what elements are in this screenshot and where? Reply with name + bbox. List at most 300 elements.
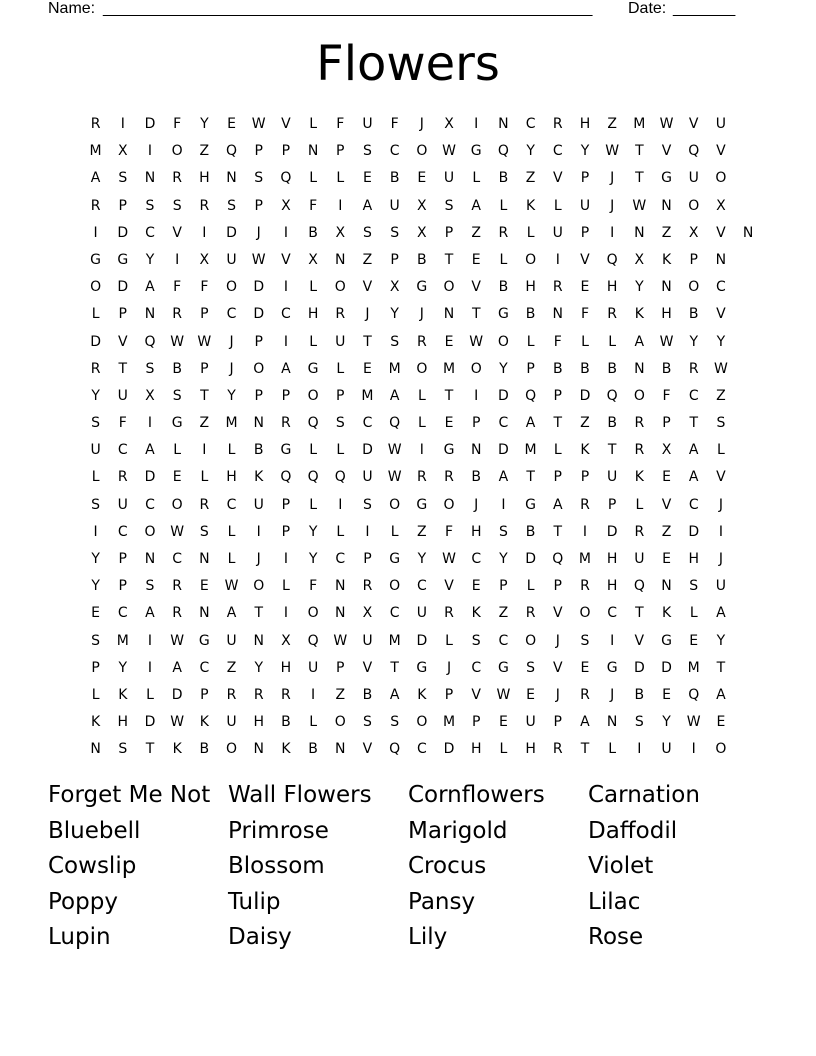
grid-row bbox=[82, 628, 762, 655]
grid-letter: G bbox=[198, 632, 210, 649]
grid-letter: L bbox=[499, 741, 508, 758]
grid-letter: R bbox=[172, 605, 183, 622]
grid-letter: L bbox=[336, 360, 345, 377]
grid-letter: W bbox=[659, 116, 674, 132]
word-bank-item: Lilac bbox=[588, 888, 641, 915]
grid-letter: U bbox=[443, 170, 455, 187]
grid-letter: S bbox=[689, 578, 699, 595]
grid-letter: N bbox=[226, 170, 237, 187]
grid-letter: E bbox=[662, 551, 671, 567]
grid-letter: L bbox=[282, 578, 290, 595]
grid-letter: I bbox=[610, 224, 615, 241]
grid-letter: I bbox=[474, 116, 479, 132]
grid-letter: O bbox=[90, 279, 102, 296]
grid-letter: O bbox=[525, 251, 537, 268]
grid-letter: N bbox=[470, 442, 482, 459]
grid-letter: M bbox=[89, 143, 102, 160]
grid-letter: O bbox=[497, 333, 509, 350]
grid-letter: K bbox=[661, 251, 672, 268]
grid-letter: T bbox=[635, 143, 644, 160]
grid-letter: B bbox=[308, 224, 318, 241]
grid-letter: L bbox=[336, 442, 345, 459]
grid-letter: O bbox=[715, 741, 727, 758]
grid-letter: U bbox=[715, 578, 727, 595]
grid-letter: A bbox=[389, 686, 400, 703]
grid-letter: S bbox=[716, 415, 726, 432]
grid-letter: U bbox=[389, 197, 400, 214]
grid-letter: W bbox=[170, 632, 185, 649]
grid-letter: W bbox=[496, 686, 511, 703]
grid-letter: Z bbox=[199, 143, 210, 160]
grid-letter: F bbox=[118, 415, 127, 432]
grid-letter: P bbox=[281, 387, 291, 404]
grid-letter: V bbox=[580, 251, 590, 268]
grid-letter: B bbox=[281, 714, 291, 731]
grid-letter: F bbox=[553, 333, 562, 350]
grid-letter: M bbox=[442, 360, 456, 377]
grid-letter: E bbox=[417, 170, 427, 187]
grid-letter: Y bbox=[308, 551, 318, 567]
grid-letter: X bbox=[661, 442, 672, 459]
grid-letter: J bbox=[229, 360, 234, 377]
grid-letter: X bbox=[308, 251, 318, 268]
grid-letter: P bbox=[444, 224, 454, 241]
grid-letter: L bbox=[445, 632, 453, 649]
grid-letter: D bbox=[416, 632, 428, 649]
grid-letter: L bbox=[608, 333, 617, 350]
word-bank-item: Lupin bbox=[48, 924, 111, 951]
grid-letter: I bbox=[718, 523, 723, 540]
grid-letter: P bbox=[254, 333, 263, 350]
grid-letter: P bbox=[526, 360, 535, 377]
grid-letter: I bbox=[147, 659, 153, 676]
grid-letter: P bbox=[662, 415, 671, 432]
grid-letter: E bbox=[471, 251, 481, 268]
grid-letter: Z bbox=[362, 251, 373, 268]
grid-letter: E bbox=[444, 333, 454, 350]
grid-letter: Y bbox=[499, 551, 508, 567]
grid-letter: O bbox=[715, 170, 727, 187]
grid-letter: N bbox=[144, 170, 156, 187]
grid-letter: R bbox=[281, 686, 291, 703]
grid-letter: I bbox=[311, 686, 316, 703]
grid-letter: H bbox=[280, 659, 292, 676]
grid-row bbox=[82, 573, 762, 600]
grid-letter: X bbox=[199, 251, 210, 268]
grid-letter: L bbox=[417, 387, 426, 404]
grid-letter: R bbox=[580, 496, 590, 513]
grid-row bbox=[82, 546, 762, 573]
grid-letter: N bbox=[307, 143, 319, 160]
grid-letter: S bbox=[118, 741, 128, 758]
grid-letter: S bbox=[145, 578, 155, 595]
grid-letter: P bbox=[118, 306, 127, 323]
grid-letter: Q bbox=[633, 578, 645, 595]
grid-letter: M bbox=[361, 387, 374, 404]
grid-letter: E bbox=[662, 686, 671, 703]
grid-letter: L bbox=[689, 605, 698, 622]
grid-letter: Y bbox=[145, 251, 155, 268]
grid-letter: T bbox=[444, 387, 454, 404]
grid-letter: L bbox=[553, 197, 562, 214]
grid-letter: N bbox=[634, 360, 645, 377]
grid-letter: I bbox=[555, 251, 560, 268]
grid-letter: Q bbox=[606, 387, 618, 404]
grid-letter: S bbox=[199, 523, 209, 540]
grid-letter: D bbox=[443, 741, 455, 758]
grid-letter: Q bbox=[226, 143, 238, 160]
word-bank-item: Pansy bbox=[408, 888, 476, 915]
word-bank-item: Primrose bbox=[228, 817, 329, 844]
grid-letter: O bbox=[416, 714, 428, 731]
grid-letter: V bbox=[688, 116, 699, 132]
grid-letter: T bbox=[471, 306, 481, 323]
grid-letter: V bbox=[716, 143, 726, 160]
grid-letter: Z bbox=[471, 224, 482, 241]
grid-letter: P bbox=[444, 686, 454, 703]
grid-letter: B bbox=[580, 360, 590, 377]
grid-letter: L bbox=[227, 442, 236, 459]
grid-letter: A bbox=[362, 197, 373, 214]
grid-row bbox=[82, 329, 762, 356]
grid-letter: U bbox=[117, 387, 128, 404]
grid-letter: F bbox=[580, 306, 589, 323]
grid-letter: A bbox=[145, 605, 155, 622]
grid-letter: O bbox=[253, 578, 265, 595]
grid-letter: S bbox=[118, 170, 128, 187]
grid-letter: I bbox=[147, 143, 153, 160]
grid-letter: V bbox=[117, 333, 128, 350]
word-bank-item: Marigold bbox=[408, 817, 508, 844]
grid-letter: L bbox=[336, 523, 345, 540]
grid-letter: A bbox=[389, 387, 400, 404]
grid-letter: S bbox=[91, 632, 101, 649]
grid-letter: W bbox=[251, 116, 266, 132]
grid-letter: U bbox=[661, 741, 672, 758]
grid-letter: L bbox=[472, 170, 481, 187]
grid-letter: A bbox=[145, 442, 155, 459]
grid-letter: D bbox=[579, 387, 591, 404]
grid-letter: T bbox=[118, 360, 128, 377]
grid-letter: B bbox=[661, 360, 672, 377]
grid-letter: F bbox=[173, 116, 182, 132]
grid-letter: S bbox=[363, 714, 372, 731]
grid-letter: N bbox=[335, 578, 346, 595]
word-bank-item: Carnation bbox=[588, 782, 700, 808]
grid-letter: K bbox=[634, 306, 644, 323]
grid-letter: M bbox=[116, 632, 129, 649]
grid-letter: J bbox=[256, 224, 261, 241]
grid-letter: R bbox=[281, 415, 291, 432]
grid-letter: R bbox=[607, 306, 618, 323]
grid-letter: U bbox=[634, 551, 645, 567]
grid-letter: W bbox=[170, 333, 185, 350]
grid-letter: O bbox=[389, 496, 401, 513]
grid-letter: N bbox=[552, 306, 564, 323]
grid-letter: W bbox=[387, 469, 402, 486]
grid-row bbox=[82, 111, 762, 138]
grid-letter: E bbox=[91, 605, 101, 622]
grid-row bbox=[82, 301, 762, 328]
grid-letter: D bbox=[117, 279, 129, 296]
grid-letter: P bbox=[390, 251, 399, 268]
grid-letter: Q bbox=[307, 632, 319, 649]
grid-letter: O bbox=[633, 387, 645, 404]
grid-letter: R bbox=[362, 578, 373, 595]
grid-letter: O bbox=[144, 523, 156, 540]
grid-letter: G bbox=[416, 496, 428, 513]
grid-letter: R bbox=[552, 279, 563, 296]
grid-letter: O bbox=[688, 197, 700, 214]
grid-letter: H bbox=[661, 306, 672, 323]
grid-letter: C bbox=[117, 523, 128, 540]
grid-letter: E bbox=[363, 360, 372, 377]
grid-letter: R bbox=[90, 197, 101, 214]
grid-letter: J bbox=[718, 496, 723, 513]
grid-letter: D bbox=[498, 387, 509, 404]
grid-letter: O bbox=[171, 496, 183, 513]
grid-letter: U bbox=[607, 469, 618, 486]
grid-letter: L bbox=[635, 496, 644, 513]
grid-letter: R bbox=[580, 686, 590, 703]
grid-letter: C bbox=[688, 387, 699, 404]
grid-letter: D bbox=[144, 714, 156, 731]
grid-letter: D bbox=[498, 442, 509, 459]
grid-letter: G bbox=[416, 279, 428, 296]
grid-letter: G bbox=[171, 415, 183, 432]
grid-letter: F bbox=[390, 116, 399, 132]
grid-letter: C bbox=[607, 605, 618, 622]
grid-letter: V bbox=[362, 659, 373, 676]
grid-letter: Z bbox=[417, 523, 427, 540]
grid-letter: A bbox=[688, 442, 699, 459]
grid-letter: Q bbox=[280, 469, 292, 486]
grid-letter: W bbox=[713, 360, 728, 377]
grid-letter: Z bbox=[661, 523, 672, 540]
grid-letter: U bbox=[117, 496, 128, 513]
grid-row bbox=[82, 220, 762, 247]
grid-row bbox=[82, 410, 762, 437]
grid-letter: C bbox=[416, 741, 427, 758]
grid-letter: R bbox=[253, 686, 264, 703]
grid-letter: C bbox=[525, 116, 536, 132]
grid-letter: D bbox=[525, 551, 536, 567]
grid-letter: Q bbox=[307, 415, 319, 432]
grid-letter: A bbox=[226, 605, 237, 622]
grid-letter: X bbox=[117, 143, 128, 160]
grid-letter: C bbox=[281, 306, 291, 323]
grid-letter: L bbox=[91, 469, 100, 486]
grid-letter: I bbox=[202, 224, 207, 241]
grid-letter: P bbox=[281, 496, 291, 513]
grid-letter: A bbox=[580, 714, 590, 731]
grid-letter: H bbox=[606, 279, 618, 296]
grid-letter: L bbox=[581, 333, 589, 350]
word-bank-item: Bluebell bbox=[48, 817, 141, 844]
grid-letter: D bbox=[117, 224, 129, 241]
grid-letter: U bbox=[226, 251, 237, 268]
grid-letter: E bbox=[580, 279, 590, 296]
grid-letter: H bbox=[253, 714, 264, 731]
grid-letter: T bbox=[635, 170, 644, 187]
grid-letter: O bbox=[226, 279, 238, 296]
grid-letter: N bbox=[498, 116, 509, 132]
grid-letter: I bbox=[419, 442, 424, 459]
grid-letter: C bbox=[145, 224, 155, 241]
grid-letter: L bbox=[91, 306, 100, 323]
grid-letter: N bbox=[144, 551, 156, 567]
grid-letter: B bbox=[308, 741, 318, 758]
grid-letter: O bbox=[334, 714, 346, 731]
grid-letter: X bbox=[716, 197, 726, 214]
grid-letter: Z bbox=[580, 415, 590, 432]
grid-letter: P bbox=[553, 578, 562, 595]
grid-letter: E bbox=[716, 714, 726, 731]
word-bank-item: Crocus bbox=[408, 853, 487, 880]
grid-letter: X bbox=[417, 224, 427, 241]
grid-letter: I bbox=[283, 224, 288, 241]
grid-letter: U bbox=[579, 197, 591, 214]
grid-letter: N bbox=[742, 224, 754, 241]
grid-letter: Z bbox=[226, 659, 237, 676]
grid-letter: A bbox=[525, 415, 536, 432]
grid-letter: Q bbox=[307, 469, 319, 486]
grid-letter: L bbox=[227, 551, 236, 567]
grid-letter: W bbox=[659, 333, 674, 350]
grid-letter: D bbox=[633, 659, 645, 676]
grid-letter: I bbox=[691, 741, 696, 758]
grid-letter: E bbox=[662, 469, 671, 486]
grid-letter: T bbox=[716, 659, 726, 676]
grid-letter: X bbox=[417, 197, 427, 214]
grid-letter: Q bbox=[688, 686, 700, 703]
grid-letter: U bbox=[90, 442, 101, 459]
grid-letter: R bbox=[199, 197, 210, 214]
grid-letter: U bbox=[362, 469, 373, 486]
grid-row bbox=[82, 655, 762, 682]
grid-letter: D bbox=[661, 659, 672, 676]
grid-letter: H bbox=[688, 551, 699, 567]
word-bank-item: Daffodil bbox=[588, 817, 678, 844]
date-label: Date: bbox=[628, 0, 667, 17]
grid-letter: V bbox=[661, 143, 672, 160]
grid-letter: X bbox=[389, 279, 400, 296]
grid-letter: K bbox=[661, 605, 672, 622]
grid-letter: T bbox=[444, 251, 454, 268]
grid-letter: M bbox=[388, 360, 401, 377]
grid-letter: R bbox=[117, 469, 128, 486]
date-blank-line[interactable]: _______ bbox=[673, 0, 736, 17]
grid-letter: G bbox=[280, 442, 292, 459]
grid-letter: T bbox=[390, 659, 399, 676]
grid-letter: P bbox=[580, 469, 590, 486]
grid-letter: L bbox=[309, 496, 317, 513]
grid-letter: S bbox=[363, 224, 372, 241]
grid-letter: C bbox=[416, 578, 427, 595]
grid-letter: E bbox=[498, 714, 508, 731]
grid-row bbox=[82, 247, 762, 274]
grid-letter: L bbox=[309, 170, 317, 187]
name-blank-line[interactable]: _______________________________________________________ bbox=[103, 0, 593, 17]
grid-row bbox=[82, 437, 762, 464]
grid-letter: I bbox=[474, 387, 479, 404]
grid-letter: Y bbox=[689, 333, 698, 350]
grid-letter: B bbox=[525, 523, 536, 540]
grid-letter: L bbox=[553, 442, 562, 459]
grid-letter: V bbox=[471, 686, 481, 703]
grid-letter: T bbox=[145, 741, 155, 758]
grid-letter: N bbox=[199, 551, 210, 567]
grid-row bbox=[82, 492, 762, 519]
grid-letter: P bbox=[118, 551, 127, 567]
grid-letter: G bbox=[117, 251, 129, 268]
grid-letter: P bbox=[499, 578, 508, 595]
grid-letter: P bbox=[553, 469, 562, 486]
grid-letter: K bbox=[91, 714, 101, 731]
grid-letter: C bbox=[552, 143, 563, 160]
grid-letter: R bbox=[688, 360, 699, 377]
word-bank-item: Wall Flowers bbox=[228, 782, 372, 808]
grid-letter: B bbox=[498, 279, 509, 296]
grid-letter: Q bbox=[688, 143, 700, 160]
grid-letter: Y bbox=[91, 578, 100, 595]
grid-letter: I bbox=[582, 523, 588, 540]
grid-letter: R bbox=[552, 116, 563, 132]
grid-letter: J bbox=[555, 632, 560, 649]
grid-letter: V bbox=[716, 306, 726, 323]
grid-letter: D bbox=[171, 686, 183, 703]
grid-letter: O bbox=[470, 360, 482, 377]
name-label: Name: bbox=[48, 0, 96, 17]
grid-letter: I bbox=[256, 523, 261, 540]
grid-letter: O bbox=[416, 360, 428, 377]
grid-letter: R bbox=[634, 442, 645, 459]
grid-letter: S bbox=[335, 415, 345, 432]
grid-letter: P bbox=[471, 415, 481, 432]
grid-letter: J bbox=[365, 306, 370, 323]
grid-letter: P bbox=[607, 496, 617, 513]
grid-letter: F bbox=[309, 578, 318, 595]
grid-letter: X bbox=[634, 251, 645, 268]
grid-letter: T bbox=[363, 333, 372, 350]
grid-letter: W bbox=[605, 143, 620, 160]
grid-letter: J bbox=[474, 496, 479, 513]
grid-letter: C bbox=[498, 415, 509, 432]
grid-letter: P bbox=[689, 251, 698, 268]
grid-letter: O bbox=[443, 496, 455, 513]
grid-letter: S bbox=[145, 197, 155, 214]
grid-letter: J bbox=[256, 551, 261, 567]
grid-letter: E bbox=[227, 116, 236, 132]
grid-letter: E bbox=[689, 632, 699, 649]
grid-letter: S bbox=[254, 170, 264, 187]
grid-letter: S bbox=[91, 496, 101, 513]
grid-letter: G bbox=[389, 551, 401, 567]
grid-letter: P bbox=[200, 360, 209, 377]
grid-row bbox=[82, 193, 762, 220]
grid-letter: I bbox=[147, 415, 153, 432]
grid-letter: L bbox=[717, 442, 725, 459]
grid-letter: G bbox=[497, 306, 509, 323]
grid-letter: U bbox=[253, 496, 264, 513]
grid-row bbox=[82, 356, 762, 383]
grid-letter: P bbox=[363, 551, 372, 567]
grid-letter: T bbox=[254, 605, 263, 622]
grid-letter: M bbox=[524, 442, 537, 459]
grid-letter: N bbox=[661, 197, 672, 214]
grid-letter: P bbox=[553, 714, 562, 731]
grid-letter: P bbox=[254, 387, 263, 404]
